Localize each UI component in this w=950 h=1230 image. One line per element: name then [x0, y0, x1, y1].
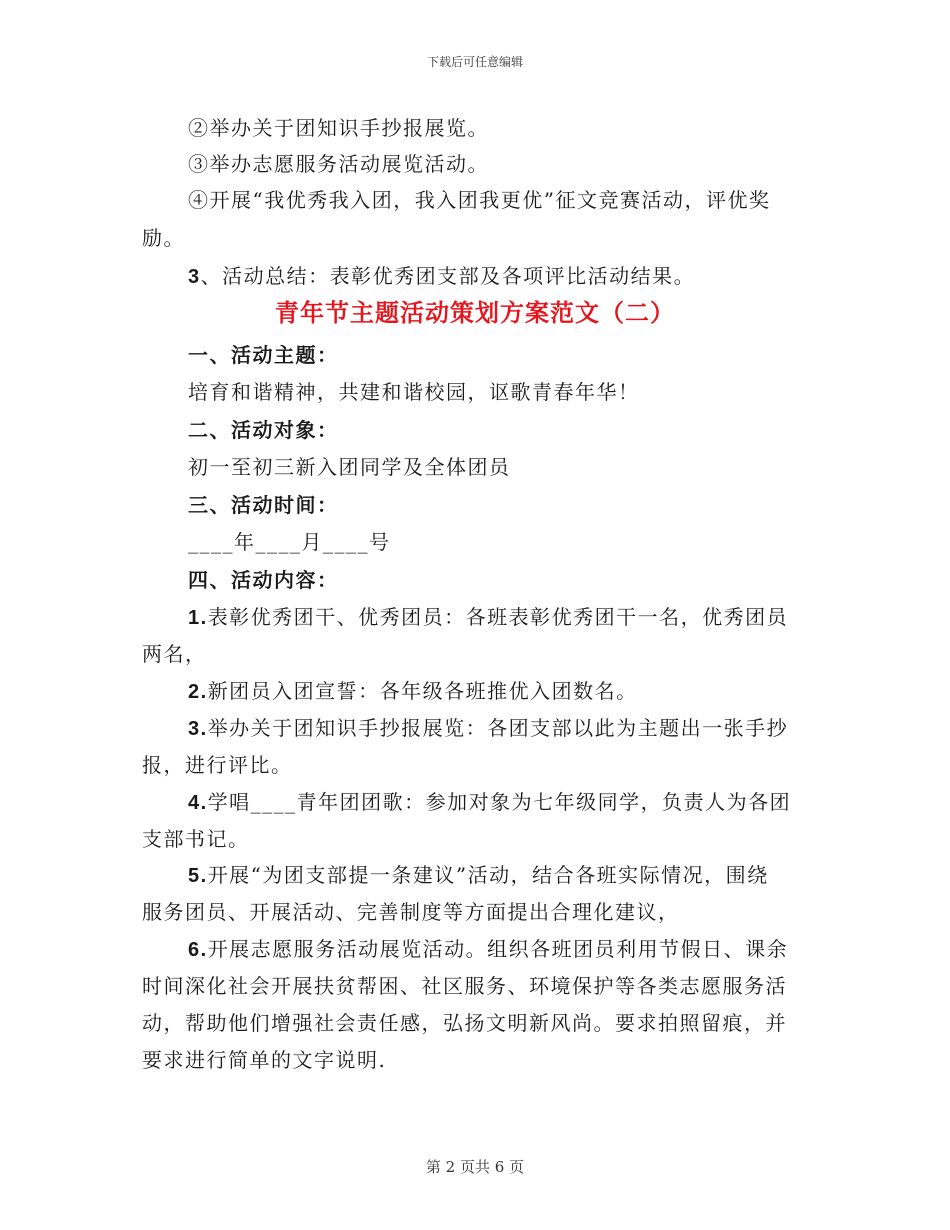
item-text: 学唱____青年团团歌：参加对象为七年级同学，负责人为各团	[207, 790, 792, 814]
heading-content: 四、活动内容：	[188, 568, 339, 592]
list-item-2: ②举办关于团知识手抄报展览。	[188, 116, 489, 140]
content-item-5-continued: 服务团员、开展活动、完善制度等方面提出合理化建议，	[142, 900, 680, 924]
content-item-3-continued: 报，进行评比。	[142, 753, 293, 777]
item-text: 开展“为团支部提一条建议”活动，结合各班实际情况，围绕	[207, 863, 769, 887]
item-text: 举办关于团知识手抄报展览：各团支部以此为主题出一张手抄	[207, 716, 789, 740]
heading-time: 三、活动时间：	[188, 493, 339, 517]
item-number: 4.	[188, 792, 208, 814]
item-number: 6.	[188, 939, 208, 961]
content-item-6-line-3: 动，帮助他们增强社会责任感，弘扬文明新风尚。要求拍照留痕，并	[142, 1011, 787, 1035]
content-item-2	[188, 677, 638, 706]
item-number: 2.	[188, 681, 208, 703]
heading-target: 二、活动对象：	[188, 418, 339, 442]
item-text: 开展志愿服务活动展览活动。组织各班团员利用节假日、课余	[207, 937, 789, 961]
content-item-6	[188, 935, 788, 964]
item-number: 5.	[188, 865, 208, 887]
content-item-4-continued: 支部书记。	[142, 827, 250, 851]
list-item-4-continued: 励。	[142, 226, 185, 250]
time-text: ____年____月____号	[188, 530, 391, 554]
heading-theme: 一、活动主题：	[188, 343, 339, 367]
theme-text: 培育和谐精神，共建和谐校园，讴歌青春年华！	[188, 380, 640, 404]
item-number: 1.	[188, 607, 208, 629]
list-item-4: ④开展“我优秀我入团，我入团我更优”征文竞赛活动，评优奖	[188, 188, 771, 212]
item-number: 3.	[188, 718, 208, 740]
summary-number: 3	[188, 266, 201, 288]
content-item-5	[188, 861, 769, 890]
content-item-4	[188, 788, 791, 817]
content-item-1	[188, 603, 788, 632]
document-title: 青年节主题活动策划方案范文（二）	[275, 298, 675, 327]
list-item-3: ③举办志愿服务活动展览活动。	[188, 152, 489, 176]
content-item-1-continued: 两名，	[142, 642, 207, 666]
page-footer: 第 2 页共 6 页	[425, 1158, 525, 1176]
activity-summary	[188, 262, 695, 291]
summary-text: 、活动总结：表彰优秀团支部及各项评比活动结果。	[200, 264, 696, 288]
item-text: 新团员入团宣誓：各年级各班推优入团数名。	[207, 679, 638, 703]
content-item-6-line-4: 要求进行简单的文字说明.	[142, 1048, 387, 1072]
content-item-3	[188, 714, 788, 743]
target-text: 初一至初三新入团同学及全体团员	[188, 455, 511, 479]
page-header: 下载后可任意编辑	[426, 55, 523, 69]
content-item-6-line-2: 时间深化社会开展扶贫帮困、社区服务、环境保护等各类志愿服务活	[142, 974, 787, 998]
item-text: 表彰优秀团干、优秀团员：各班表彰优秀团干一名，优秀团员	[207, 605, 789, 629]
